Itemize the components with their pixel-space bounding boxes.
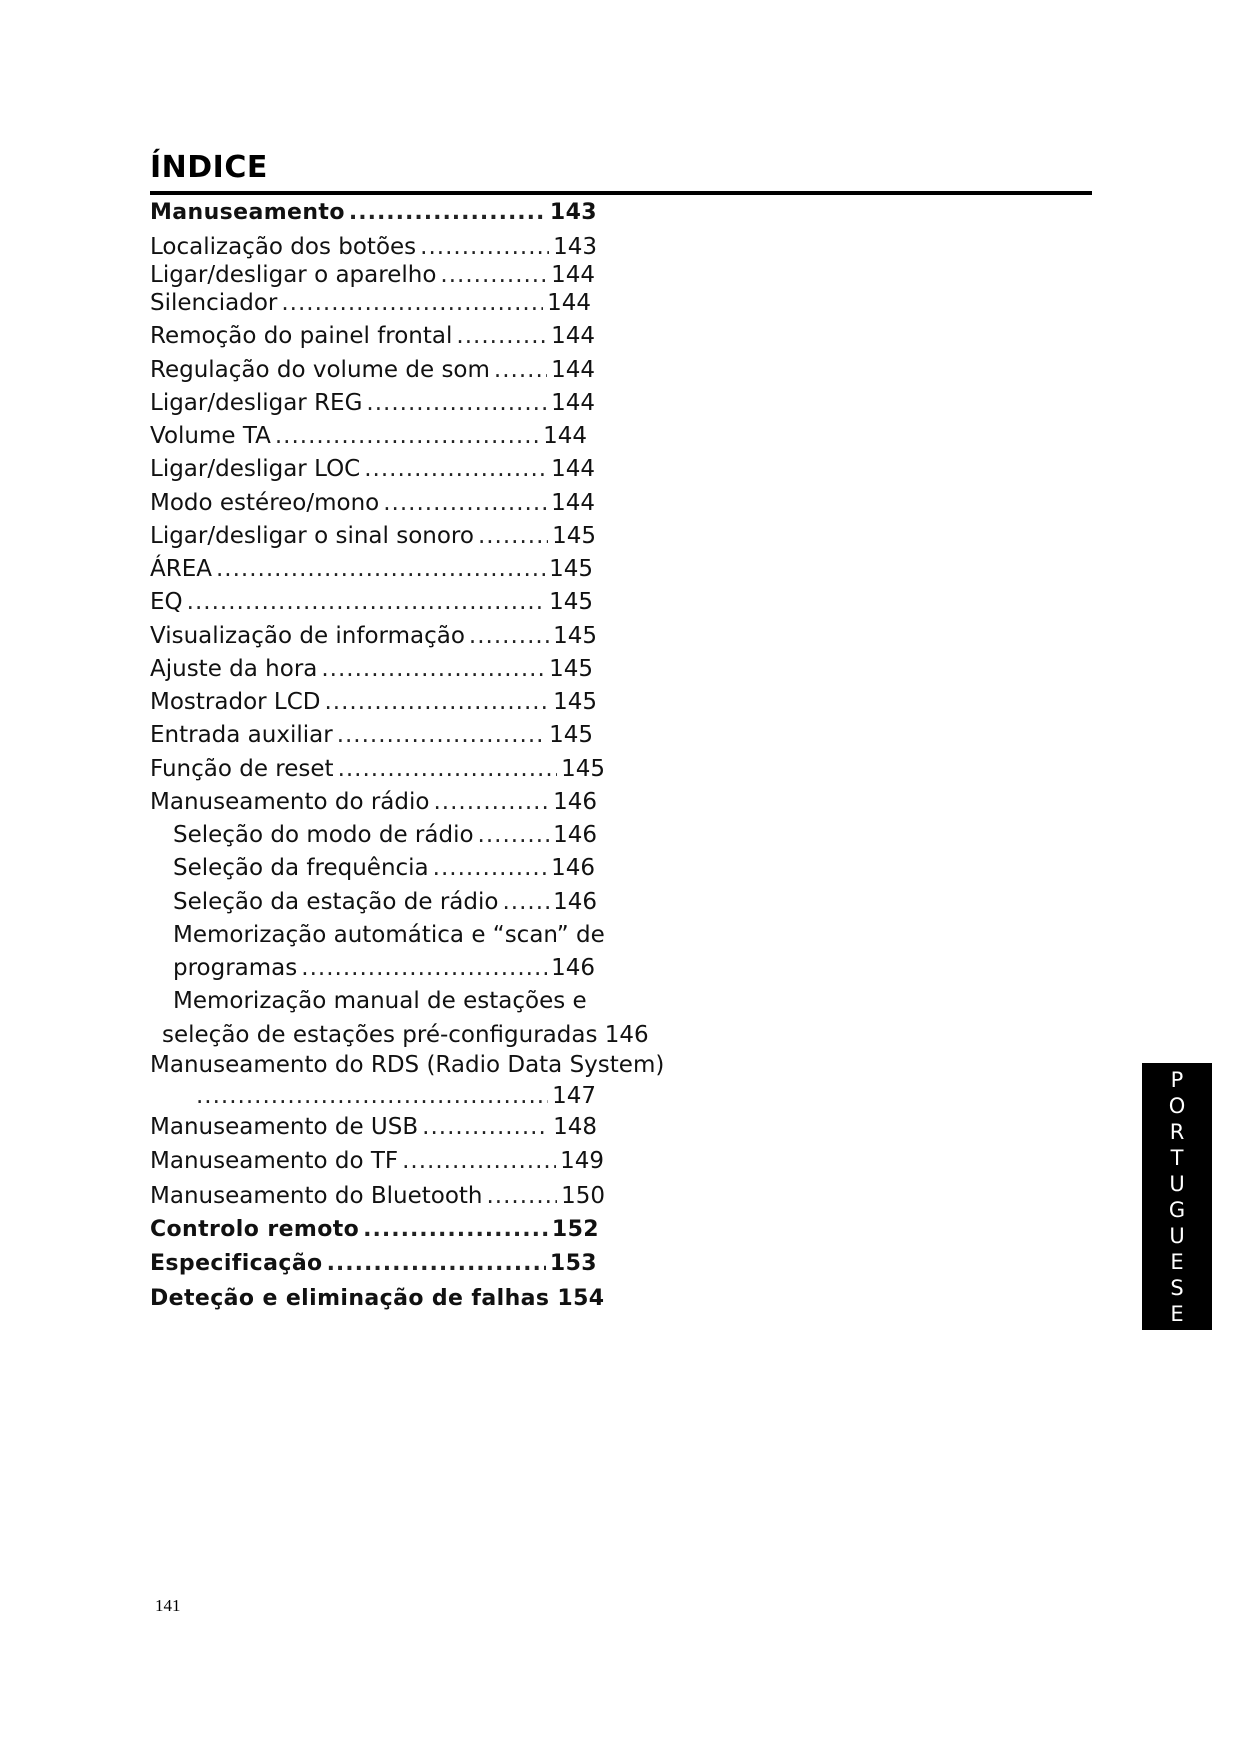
- dot-leader: [402, 1146, 556, 1176]
- toc-entry-label: Seleção da estação de rádio: [173, 889, 499, 915]
- toc-entry-label: Manuseamento do rádio: [150, 789, 430, 815]
- dot-leader: [440, 260, 547, 290]
- page-number: 141: [155, 1596, 181, 1615]
- toc-entry[interactable]: [150, 321, 595, 351]
- toc-section-controlo-remoto[interactable]: [150, 1215, 599, 1245]
- toc-subentry-line[interactable]: Memorização manual de estações e: [173, 988, 587, 1014]
- toc-entry[interactable]: [150, 232, 597, 262]
- toc-entry-page: 145: [549, 656, 593, 682]
- dot-leader: [327, 1249, 546, 1279]
- toc-entry-page: 145: [561, 756, 605, 782]
- toc-subentry[interactable]: [173, 853, 595, 883]
- dot-leader: [363, 1215, 548, 1245]
- toc-subentry[interactable]: [173, 953, 595, 983]
- toc-entry-page: 145: [549, 556, 593, 582]
- toc-entry-page: 146: [551, 955, 595, 981]
- toc-entry[interactable]: [150, 388, 595, 418]
- dot-leader: [338, 754, 558, 784]
- toc-entry-label: Função de reset: [150, 756, 334, 782]
- dot-leader: [478, 820, 550, 850]
- toc-entry[interactable]: [150, 454, 595, 484]
- toc-entry-page: 144: [551, 390, 595, 416]
- side-tab-letter: S: [1170, 1276, 1184, 1300]
- dot-leader: [301, 953, 547, 983]
- side-tab-letter: T: [1170, 1146, 1184, 1170]
- toc-entry-page: 145: [549, 722, 593, 748]
- toc-entry-label: Seleção da frequência: [173, 855, 429, 881]
- toc-entry[interactable]: [150, 687, 597, 717]
- toc-entry-page: 146: [553, 789, 597, 815]
- toc-section-especificacao[interactable]: [150, 1249, 597, 1279]
- toc-entry-page: 144: [551, 456, 595, 482]
- toc-entry-label: Ligar/desligar o sinal sonoro: [150, 523, 474, 549]
- toc-entry-label: Modo estéreo/mono: [150, 490, 380, 516]
- toc-entry-page: 152: [551, 1217, 599, 1242]
- toc-entry-label: Entrada auxiliar: [150, 722, 333, 748]
- side-tab-letter: E: [1170, 1250, 1184, 1274]
- toc-entry-page: 144: [547, 290, 591, 316]
- toc-entry-label: Localização dos botões: [150, 234, 417, 260]
- toc-entry[interactable]: [150, 587, 593, 617]
- toc-entry-page: 144: [551, 357, 595, 383]
- title-rule: [150, 191, 1092, 195]
- dot-leader: [275, 421, 539, 451]
- toc-subentry-line[interactable]: seleção de estações pré-configuradas 146: [162, 1022, 649, 1048]
- toc-entry-page: 146: [553, 822, 597, 848]
- toc-entry-label: Silenciador: [150, 290, 278, 316]
- side-tab-letter: R: [1169, 1120, 1185, 1144]
- toc-entry-label: Ligar/desligar LOC: [150, 456, 361, 482]
- toc-entry[interactable]: [150, 260, 595, 290]
- dot-leader: [420, 232, 549, 262]
- toc-entry[interactable]: [150, 488, 595, 518]
- dot-leader: [422, 1112, 549, 1142]
- dot-leader: [456, 321, 547, 351]
- toc-entry-label: Mostrador LCD: [150, 689, 321, 715]
- toc-entry-label: Ajuste da hora: [150, 656, 318, 682]
- toc-subentry[interactable]: [173, 820, 597, 850]
- toc-entry-page: 145: [553, 689, 597, 715]
- side-tab-letter: U: [1169, 1172, 1185, 1196]
- dot-leader: [325, 687, 550, 717]
- toc-entry[interactable]: [150, 1146, 604, 1176]
- toc-entry[interactable]: [150, 421, 587, 451]
- toc-entry-line[interactable]: Manuseamento do RDS (Radio Data System): [150, 1052, 665, 1078]
- side-tab-letter: P: [1170, 1068, 1184, 1092]
- toc-entry-page: 145: [552, 523, 596, 549]
- dot-leader: [487, 1181, 558, 1211]
- toc-entry-label: Manuseamento de USB: [150, 1114, 419, 1140]
- toc-entry-label: Especificação: [150, 1251, 323, 1276]
- toc-entry-label: programas: [173, 955, 298, 981]
- toc-entry-label: Regulação do volume de som: [150, 357, 490, 383]
- dot-leader: [281, 288, 543, 318]
- toc-entry-page: 150: [561, 1183, 605, 1209]
- toc-entry-page: 143: [549, 200, 597, 225]
- toc-subentry-line[interactable]: Memorização automática e “scan” de: [173, 922, 605, 948]
- toc-entry-page: 145: [553, 623, 597, 649]
- side-tab-letter: E: [1170, 1302, 1184, 1326]
- toc-entry[interactable]: [150, 1181, 605, 1211]
- toc-entry-label: Manuseamento do Bluetooth: [150, 1183, 483, 1209]
- toc-entry-label: EQ: [150, 589, 183, 615]
- toc-entry-page: 146: [551, 855, 595, 881]
- dot-leader: [349, 198, 546, 228]
- page-title: ÍNDICE: [150, 150, 268, 185]
- toc-entry-page: 153: [549, 1251, 597, 1276]
- toc-entry[interactable]: [150, 621, 597, 651]
- toc-entry-page: 146: [553, 889, 597, 915]
- dot-leader: [216, 554, 545, 584]
- dot-leader: [366, 388, 547, 418]
- dot-leader: [478, 521, 548, 551]
- toc-entry-page: 145: [549, 589, 593, 615]
- toc-entry-label: Seleção do modo de rádio: [173, 822, 474, 848]
- toc-entry[interactable]: [150, 720, 593, 750]
- toc-entry[interactable]: [150, 288, 591, 318]
- toc-entry-page: 147: [552, 1083, 596, 1109]
- toc-entry[interactable]: [150, 754, 605, 784]
- side-tab-letter: G: [1168, 1198, 1186, 1222]
- toc-entry[interactable]: [150, 521, 596, 551]
- toc-entry-page: 149: [560, 1148, 604, 1174]
- toc-section-detecao-falhas[interactable]: [150, 1284, 605, 1314]
- dot-leader: [433, 853, 547, 883]
- dot-leader: [196, 1081, 548, 1111]
- toc-entry-label: Remoção do painel frontal: [150, 323, 453, 349]
- toc-entry[interactable]: [150, 355, 595, 385]
- toc-entry[interactable]: [150, 1112, 597, 1142]
- dot-leader: [364, 454, 547, 484]
- dot-leader: [337, 720, 545, 750]
- dot-leader: [502, 887, 549, 917]
- dot-leader: [321, 654, 545, 684]
- toc-entry[interactable]: [150, 554, 593, 584]
- toc-entry-continuation[interactable]: [192, 1081, 596, 1111]
- dot-leader: [383, 488, 547, 518]
- toc-entry-page: 144: [551, 262, 595, 288]
- toc-entry-label: Ligar/desligar o aparelho: [150, 262, 437, 288]
- toc-entry-page: 144: [551, 323, 595, 349]
- toc-entry-label: Manuseamento: [150, 200, 345, 225]
- toc-entry-page: 144: [543, 423, 587, 449]
- toc-entry-label: Deteção e eliminação de falhas: [150, 1286, 550, 1311]
- toc-entry-label: Visualização de informação: [150, 623, 465, 649]
- toc-entry-label: Ligar/desligar REG: [150, 390, 363, 416]
- toc-entry-page: 154: [557, 1286, 605, 1311]
- toc-entry[interactable]: [150, 654, 593, 684]
- dot-leader: [494, 355, 547, 385]
- toc-entry[interactable]: [150, 787, 597, 817]
- toc-subentry[interactable]: [173, 887, 597, 917]
- toc-entry-label: Volume TA: [150, 423, 271, 449]
- language-side-tab: [1142, 1063, 1212, 1330]
- toc-entry-label: ÁREA: [150, 556, 212, 582]
- side-tab-letter: U: [1169, 1224, 1185, 1248]
- toc-entry-page: 143: [553, 234, 597, 260]
- toc-entry-label: Manuseamento do TF: [150, 1148, 399, 1174]
- toc-entry-label: Controlo remoto: [150, 1217, 360, 1242]
- toc-entry-page: 144: [551, 490, 595, 516]
- toc-section-manuseamento[interactable]: [150, 198, 597, 228]
- dot-leader: [433, 787, 549, 817]
- toc-entry-page: 148: [553, 1114, 597, 1140]
- dot-leader: [187, 587, 545, 617]
- side-tab-letter: O: [1168, 1094, 1186, 1118]
- dot-leader: [469, 621, 549, 651]
